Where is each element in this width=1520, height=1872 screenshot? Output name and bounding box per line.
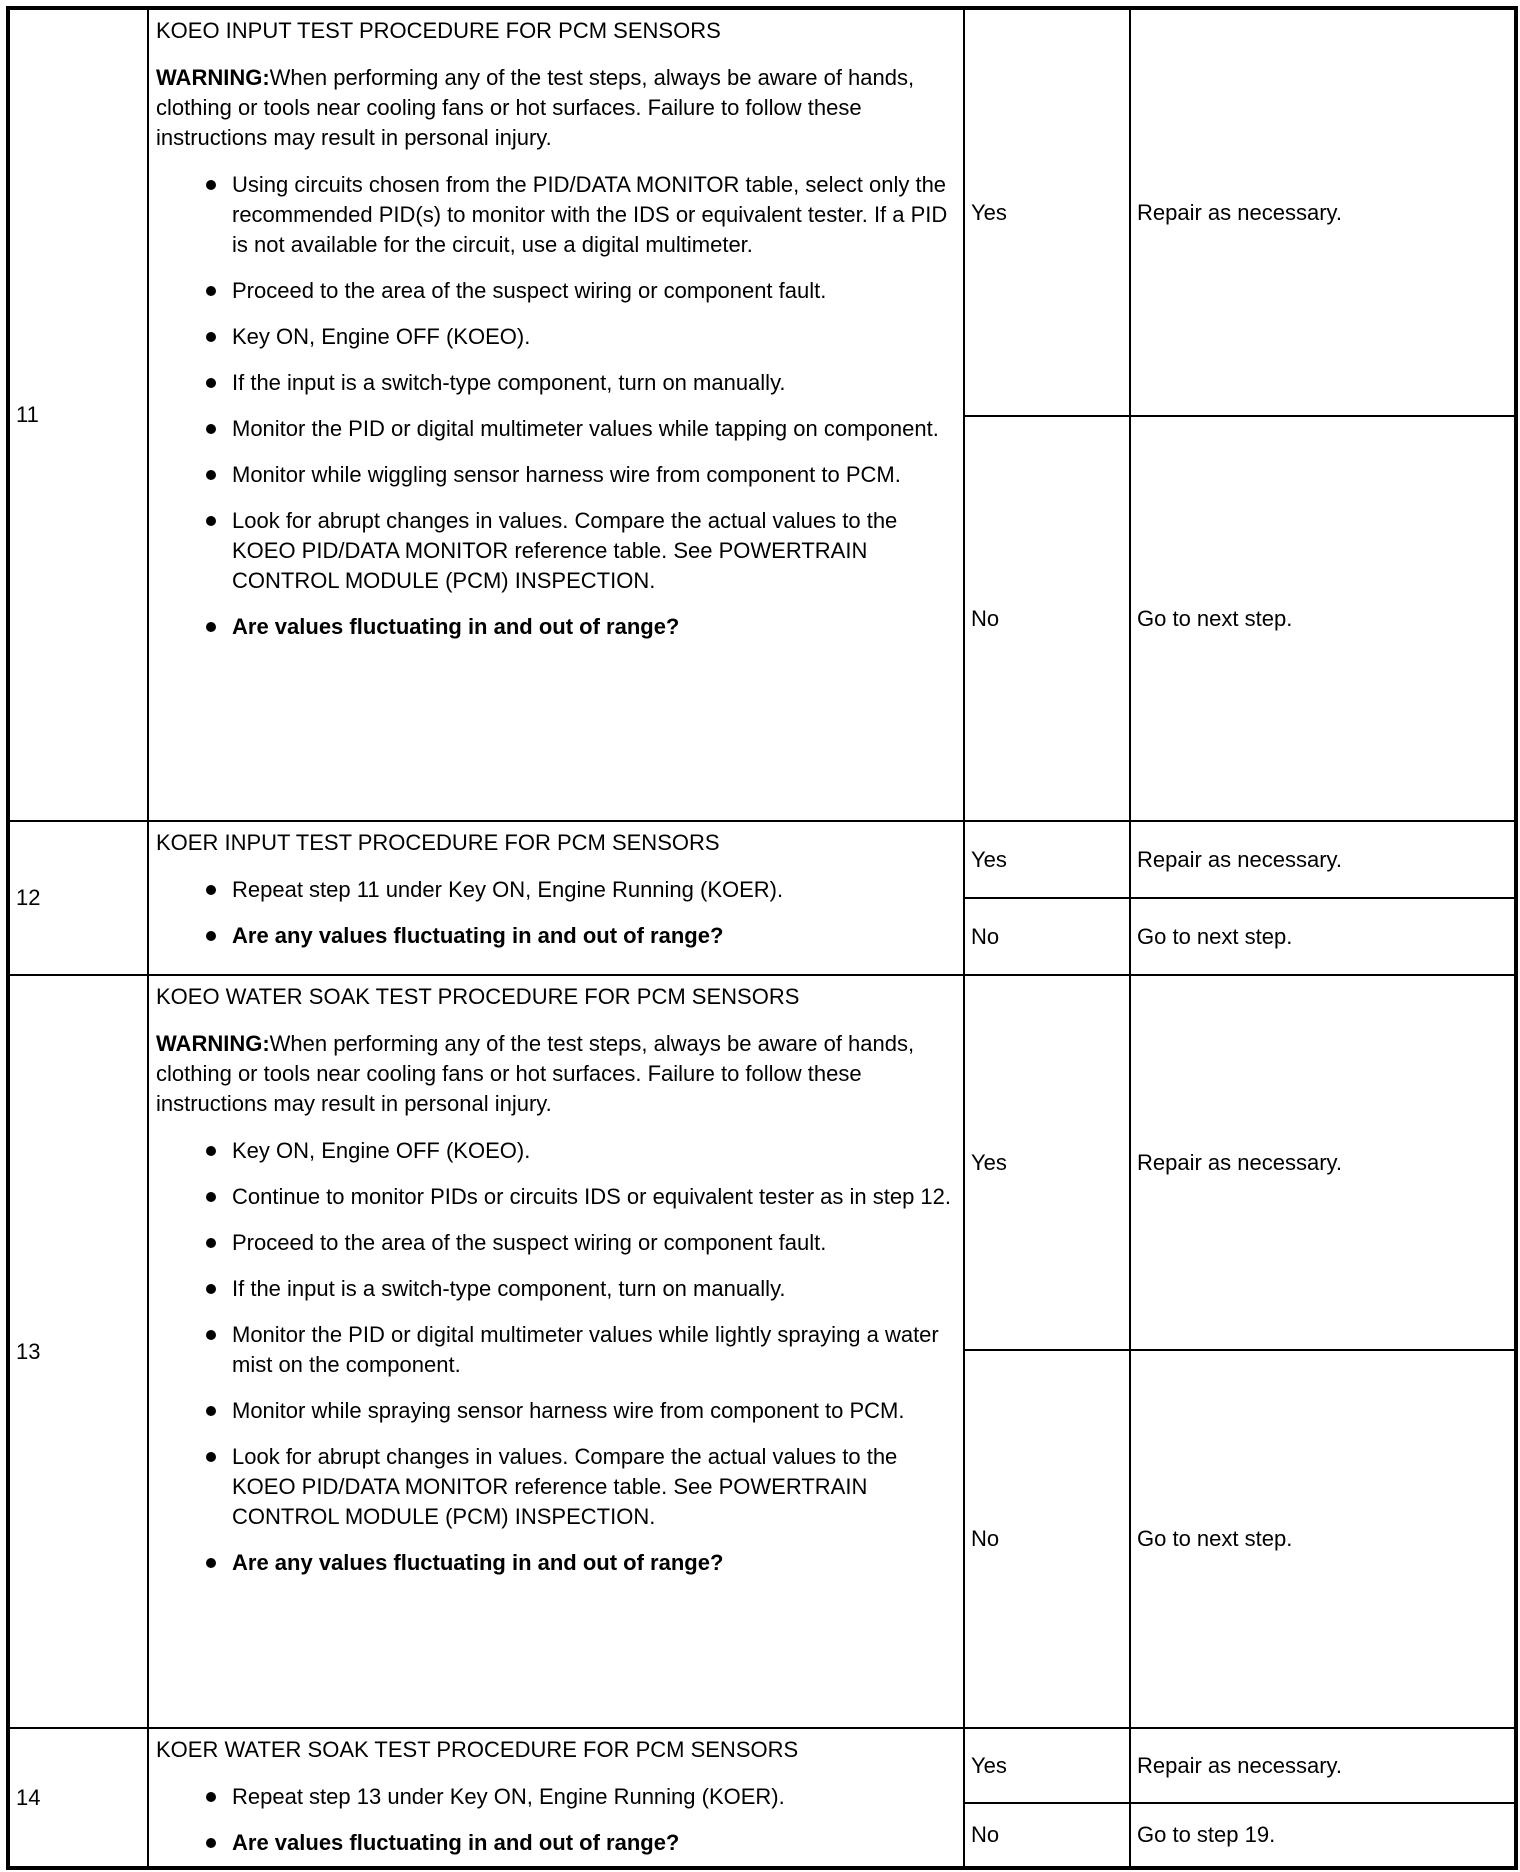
action-no: Go to step 19. [1130, 1803, 1516, 1868]
action-no: Go to next step. [1130, 898, 1516, 975]
step-instructions [156, 170, 955, 642]
step-question: Are any values fluctuating in and out of range? [156, 921, 955, 951]
warning-label: WARNING: [156, 65, 270, 90]
answer-no: No [964, 898, 1130, 975]
warning-note [156, 63, 955, 153]
action-yes: Repair as necessary. [1130, 975, 1516, 1350]
instruction-item: Key ON, Engine OFF (KOEO). [156, 322, 955, 352]
step-question: Are values fluctuating in and out of range? [156, 612, 955, 642]
warning-label: WARNING: [156, 1031, 270, 1056]
step-title: KOEO WATER SOAK TEST PROCEDURE FOR PCM SENSORS [156, 984, 800, 1009]
instruction-item: Using circuits chosen from the PID/DATA MONITOR table, select only the recommended PID(s) to monitor with the IDS or equivalent tester. If a PID is not available for the circuit, use a digital multimeter. [156, 170, 955, 260]
instruction-item: Proceed to the area of the suspect wiring or component fault. [156, 276, 955, 306]
instruction-item: Repeat step 13 under Key ON, Engine Running (KOER). [156, 1782, 955, 1812]
instruction-item: Continue to monitor PIDs or circuits IDS or equivalent tester as in step 12. [156, 1182, 955, 1212]
step-title: KOER INPUT TEST PROCEDURE FOR PCM SENSORS [156, 830, 720, 855]
step-question: Are values fluctuating in and out of range? [156, 1828, 955, 1858]
instruction-item: Repeat step 11 under Key ON, Engine Running (KOER). [156, 875, 955, 905]
table-row [8, 1728, 1516, 1803]
instruction-item: If the input is a switch-type component, turn on manually. [156, 1274, 955, 1304]
instruction-item: Look for abrupt changes in values. Compare the actual values to the KOEO PID/DATA MONITOR reference table. See POWERTRAIN CONTROL MODULE (PCM) INSPECTION. [156, 506, 955, 596]
action-no: Go to next step. [1130, 1350, 1516, 1728]
step-instructions [156, 1782, 955, 1858]
action-no: Go to next step. [1130, 416, 1516, 821]
diagnostic-test-table [6, 6, 1518, 1870]
answer-no: No [964, 1803, 1130, 1868]
instruction-item: Key ON, Engine OFF (KOEO). [156, 1136, 955, 1166]
warning-note [156, 1029, 955, 1119]
step-question: Are any values fluctuating in and out of range? [156, 1548, 955, 1578]
answer-yes: Yes [964, 975, 1130, 1350]
step-title: KOER WATER SOAK TEST PROCEDURE FOR PCM SENSORS [156, 1737, 799, 1762]
step-instructions [156, 875, 955, 951]
instruction-item: Look for abrupt changes in values. Compare the actual values to the KOEO PID/DATA MONITOR reference table. See POWERTRAIN CONTROL MODULE (PCM) INSPECTION. [156, 1442, 955, 1532]
instruction-item: Proceed to the area of the suspect wiring or component fault. [156, 1228, 955, 1258]
test-procedure-cell [148, 8, 964, 821]
step-instructions [156, 1136, 955, 1578]
warning-text: When performing any of the test steps, always be aware of hands, clothing or tools near cooling fans or hot surfaces. Failure to follow these instructions may result in personal injury. [156, 1031, 915, 1116]
table-row [8, 8, 1516, 416]
table-row [8, 821, 1516, 898]
instruction-item: Monitor the PID or digital multimeter values while tapping on component. [156, 414, 955, 444]
step-number: 12 [8, 821, 148, 975]
step-title: KOEO INPUT TEST PROCEDURE FOR PCM SENSORS [156, 18, 721, 43]
test-procedure-cell [148, 975, 964, 1728]
action-yes: Repair as necessary. [1130, 8, 1516, 416]
step-number: 14 [8, 1728, 148, 1868]
action-yes: Repair as necessary. [1130, 1728, 1516, 1803]
test-procedure-cell [148, 1728, 964, 1868]
answer-no: No [964, 416, 1130, 821]
instruction-item: Monitor while wiggling sensor harness wire from component to PCM. [156, 460, 955, 490]
answer-no: No [964, 1350, 1130, 1728]
test-procedure-cell [148, 821, 964, 975]
answer-yes: Yes [964, 8, 1130, 416]
instruction-item: Monitor while spraying sensor harness wire from component to PCM. [156, 1396, 955, 1426]
step-number: 13 [8, 975, 148, 1728]
step-number: 11 [8, 8, 148, 821]
instruction-item: Monitor the PID or digital multimeter values while lightly spraying a water mist on the component. [156, 1320, 955, 1380]
answer-yes: Yes [964, 1728, 1130, 1803]
action-yes: Repair as necessary. [1130, 821, 1516, 898]
table-row [8, 975, 1516, 1350]
warning-text: When performing any of the test steps, always be aware of hands, clothing or tools near cooling fans or hot surfaces. Failure to follow these instructions may result in personal injury. [156, 65, 915, 150]
answer-yes: Yes [964, 821, 1130, 898]
instruction-item: If the input is a switch-type component, turn on manually. [156, 368, 955, 398]
